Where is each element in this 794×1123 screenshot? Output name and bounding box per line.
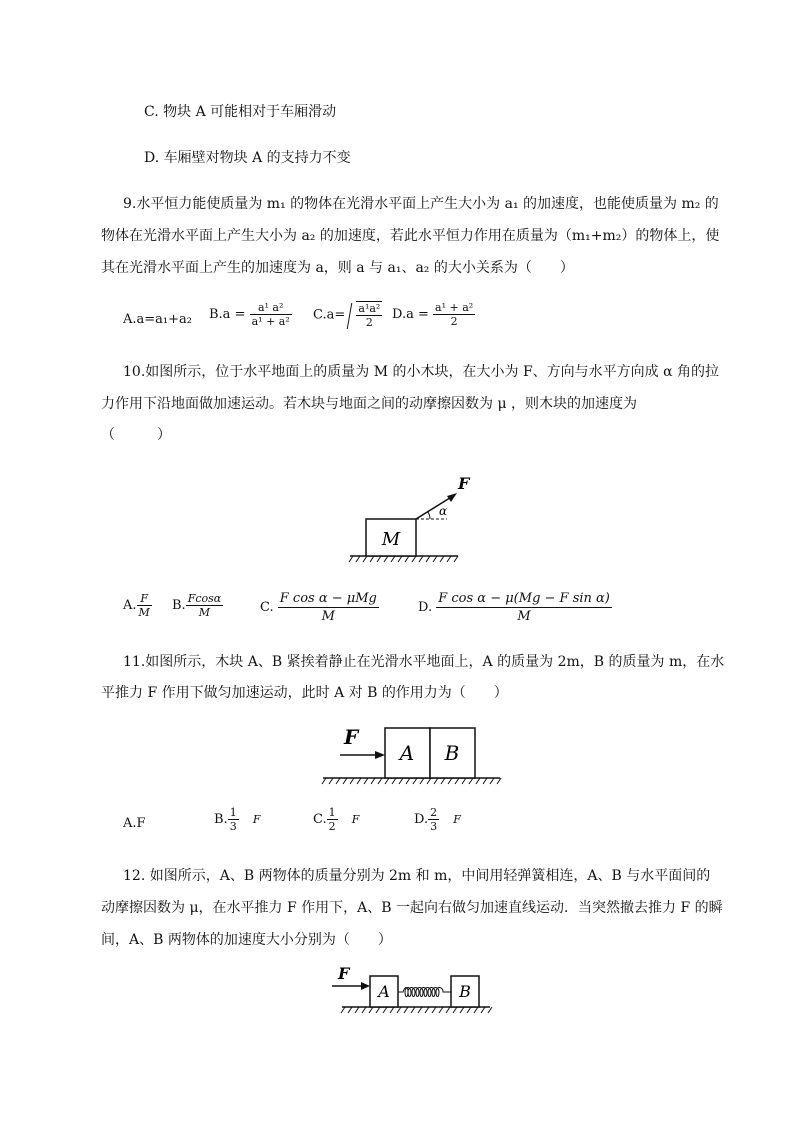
q11-option-d-label: D. xyxy=(414,812,429,827)
q11-option-b xyxy=(214,806,260,833)
q10-option-d xyxy=(418,590,612,625)
q12-block-a-label: A xyxy=(378,982,390,1001)
q8-option-d: D. 车厢壁对物块 A 的支持力不变 xyxy=(144,150,351,166)
q11-option-c xyxy=(313,806,359,833)
q12-force-label: F xyxy=(338,964,350,983)
q10-force-arrowhead xyxy=(447,493,457,502)
q9-option-b xyxy=(209,301,292,328)
q11-option-d-fraction xyxy=(428,806,439,833)
q9-option-a: A.a=a₁+a₂ xyxy=(123,312,192,327)
q10-option-a-denominator: M xyxy=(138,606,150,619)
q10-option-b-fraction xyxy=(186,592,224,619)
q10-option-a-label: A. xyxy=(123,598,137,613)
q12-ground-hatching xyxy=(341,1007,492,1013)
q10-option-d-label: D. xyxy=(418,600,433,615)
q10-block-label: M xyxy=(381,529,401,550)
q10-option-a-fraction xyxy=(137,592,152,619)
q12-force-arrowhead xyxy=(361,982,370,990)
q11-option-d-denominator: 3 xyxy=(430,820,438,833)
q10-option-a-numerator: F xyxy=(137,592,152,606)
q10-stem-line1: 10.如图所示，位于水平地面上的质量为 M 的小木块，在大小为 F、方向与水平方向成 α 角的拉 xyxy=(123,364,720,380)
q10-force-arrow xyxy=(416,496,453,519)
q11-option-b-force: F xyxy=(252,813,261,826)
q10-option-b-numerator: Fcosα xyxy=(187,592,222,605)
q10-option-b-denominator: M xyxy=(198,606,211,619)
q11-ground-hatching xyxy=(322,778,501,784)
q10-option-d-fraction xyxy=(436,590,612,625)
q9-option-c xyxy=(313,301,382,329)
q9-option-b-label: B.a = xyxy=(209,307,246,322)
q11-block-b-label: B xyxy=(444,741,460,765)
q11-option-d-numerator: 2 xyxy=(430,806,438,819)
q12-figure xyxy=(330,962,495,1017)
q9-option-d xyxy=(392,301,475,328)
q11-force-label: F xyxy=(344,725,359,749)
q11-force-arrowhead xyxy=(375,751,385,759)
q10-figure xyxy=(345,470,470,565)
q11-option-c-numerator: 1 xyxy=(328,806,336,819)
q9-option-d-numerator: a¹ + a² xyxy=(435,301,474,314)
q11-option-c-force: F xyxy=(351,813,360,826)
q10-option-c xyxy=(260,590,379,625)
q12-stem-line2: 动摩擦因数为 μ，在水平推力 F 作用下，A、B 一起向右做匀加速直线运动．当突然撤去推力 F 的瞬 xyxy=(101,900,723,916)
q9-stem-line3: 其在光滑水平面上产生的加速度为 a，则 a 与 a₁、a₂ 的大小关系为（ ） xyxy=(101,260,574,276)
q11-option-b-denominator: 3 xyxy=(229,820,237,833)
q10-angle-arc xyxy=(428,512,430,519)
q11-figure xyxy=(320,720,505,788)
q10-option-a xyxy=(123,592,152,619)
q10-force-label: F xyxy=(458,474,470,493)
q11-option-d xyxy=(414,806,461,833)
q10-angle-label: α xyxy=(439,504,448,518)
q10-option-d-numerator: F cos α − μ(Mg − F sin α) xyxy=(438,591,610,606)
q11-option-d-force: F xyxy=(453,813,461,826)
q10-stem-line3: （ ） xyxy=(101,427,171,443)
q11-option-c-label: C. xyxy=(313,812,327,827)
q10-option-c-fraction xyxy=(278,590,379,625)
q9-option-c-sqrt xyxy=(349,301,382,329)
q9-stem-line2: 物体在光滑水平面上产生大小为 a₂ 的加速度，若此水平恒力作用在质量为（m₁+m₂）的物体上，使 xyxy=(101,228,720,244)
q10-ground-hatching xyxy=(349,556,458,562)
q9-option-c-numerator: a¹a² xyxy=(358,302,381,315)
q10-option-c-denominator: M xyxy=(321,609,335,624)
q9-option-b-fraction xyxy=(250,301,292,328)
q9-option-d-denominator: 2 xyxy=(450,315,458,328)
q12-spring xyxy=(398,988,451,997)
q9-option-d-label: D.a = xyxy=(392,307,429,322)
q11-stem-line1: 11.如图所示，木块 A、B 紧挨着静止在光滑水平地面上，A 的质量为 2m，B 的质量为 m，在水 xyxy=(123,654,725,670)
q9-option-d-fraction xyxy=(433,301,475,328)
q10-option-b xyxy=(172,592,223,619)
q12-stem-line3: 间，A、B 两物体的加速度大小分别为（ ） xyxy=(101,932,392,948)
q10-stem-line2: 力作用下沿地面做加速运动。若木块与地面之间的动摩擦因数为 μ ，则木块的加速度为 xyxy=(101,396,637,412)
q11-option-b-numerator: 1 xyxy=(229,806,237,819)
q12-block-b-label: B xyxy=(459,982,471,1001)
q9-option-c-fraction xyxy=(356,302,382,329)
q9-option-b-numerator: a¹ a² xyxy=(250,301,292,315)
q10-option-b-label: B. xyxy=(172,598,186,613)
q10-option-c-label: C. xyxy=(260,600,274,615)
q11-option-a: A.F xyxy=(123,816,146,831)
q11-option-b-fraction xyxy=(228,806,239,833)
q10-option-d-denominator: M xyxy=(517,609,531,624)
q9-stem-line1: 9.水平恒力能使质量为 m₁ 的物体在光滑水平面上产生大小为 a₁ 的加速度，也能使质量为 m₂ 的 xyxy=(123,196,719,212)
q12-stem-line1: 12. 如图所示，A、B 两物体的质量分别为 2m 和 m，中间用轻弹簧相连，A、B 与水平面间的 xyxy=(123,868,711,884)
q11-option-c-fraction xyxy=(327,806,338,833)
q9-option-c-denominator: 2 xyxy=(365,316,373,329)
q11-option-b-label: B. xyxy=(214,812,228,827)
q11-block-a-label: A xyxy=(399,741,415,765)
q11-option-c-denominator: 2 xyxy=(328,820,336,833)
q11-stem-line2: 平推力 F 作用下做匀加速运动，此时 A 对 B 的作用力为（ ） xyxy=(101,685,508,701)
q8-option-c: C. 物块 A 可能相对于车厢滑动 xyxy=(144,104,337,120)
q9-option-b-denominator: a¹ + a² xyxy=(251,315,290,328)
q9-option-c-label: C.a= xyxy=(313,307,346,323)
q10-option-c-numerator: F cos α − μMg xyxy=(279,591,377,606)
